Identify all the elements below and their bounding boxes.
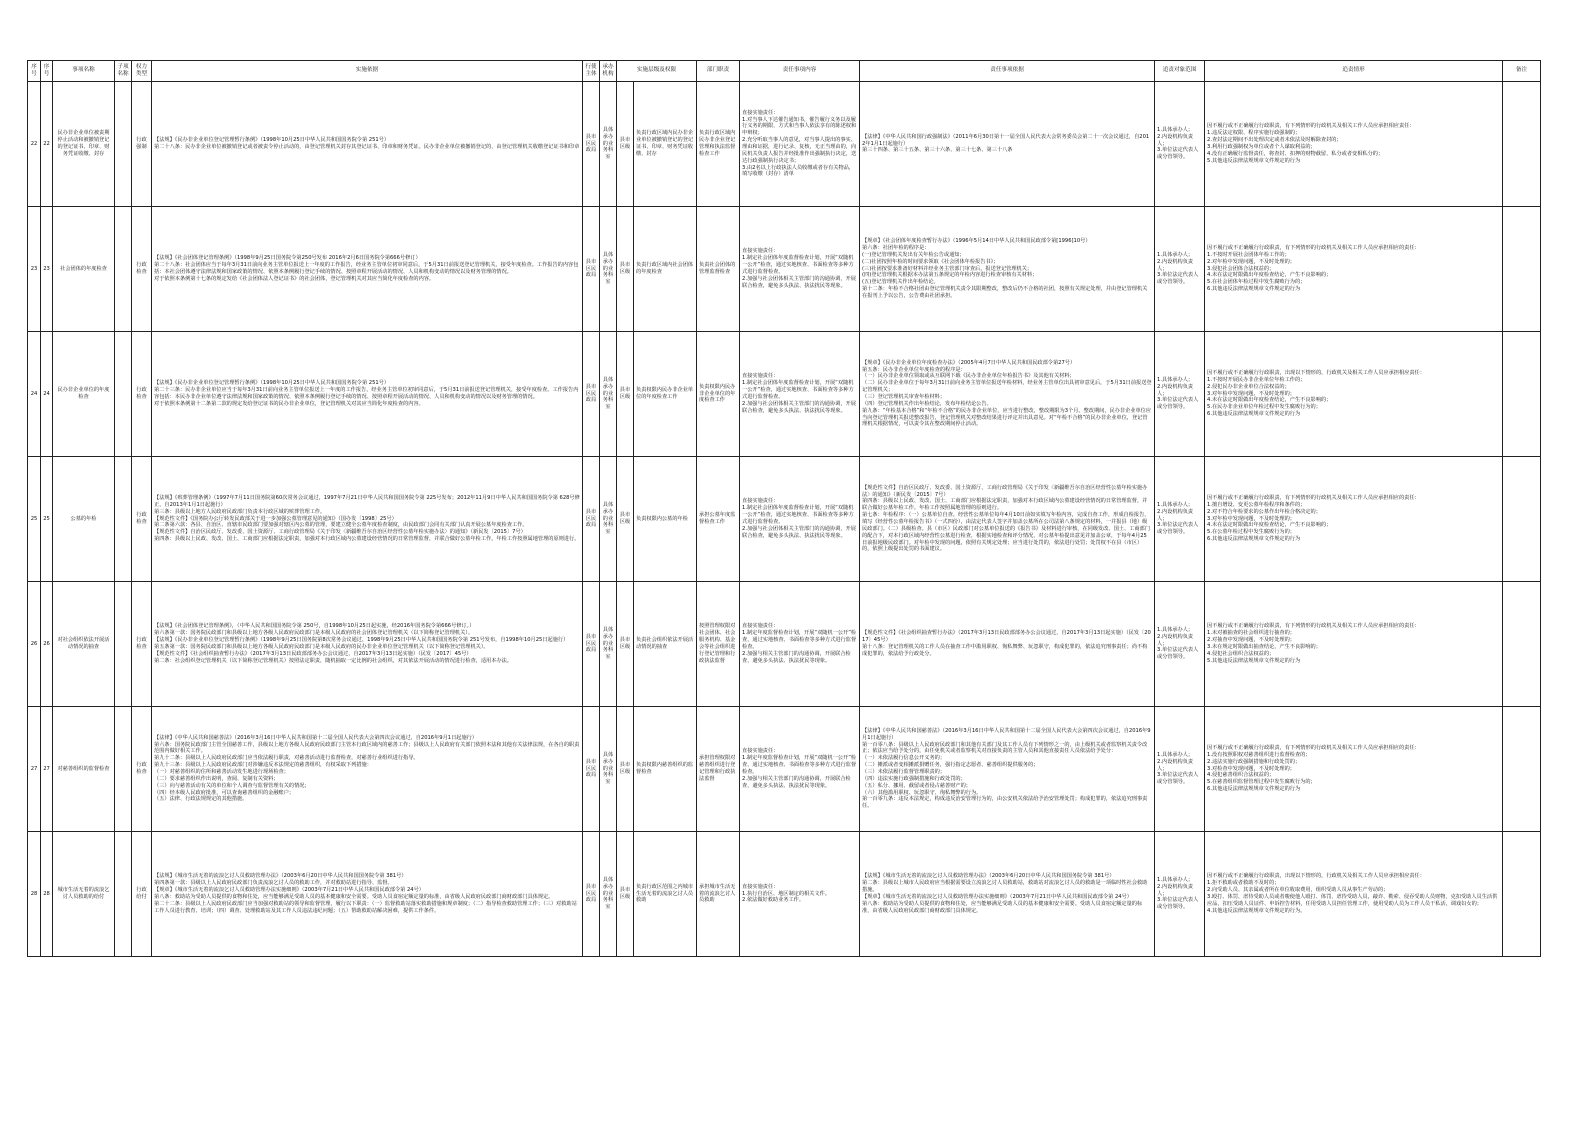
cell-subitem <box>115 82 132 207</box>
cell-no1: 26 <box>28 582 41 707</box>
cell-name: 公墓的年检 <box>53 457 115 582</box>
cell-content: 直接实施责任： 1.执行自治区、地区制定的相关文件。 2.依法做好救助业务工作。 <box>740 832 860 957</box>
cell-note <box>1503 457 1541 582</box>
cell-subject: 县市区民政局 <box>583 207 600 332</box>
cell-org: 具体承办的业务科室 <box>600 82 617 207</box>
cell-target: 1.具体承办人； 2.内设机构负责人； 3.单位法定代表人或分管领导。 <box>1155 707 1205 832</box>
cell-name: 对社会组织依法开展活动情况的抽查 <box>53 582 115 707</box>
cell-case: 因不履行或不正确履行行政职责，有下列情形的行政机关及相关工作人员应承担相应的责任： 1.擅自增设、变更公墓年检程序和条件的； 2.对不符合年检要求的公墓作出年检合格决定的； 3.对年检中发现问题，不及时处理的； 4.未在法定时限做出年度检查结论，产生不良影响的； 5.在公墓年检过程中发生腐败行为的； 6.其他违反法律法规规章文件规定的行为 <box>1205 457 1503 582</box>
cell-authority: 负责权限内民办非企业单位的年度检查工作 <box>634 332 697 457</box>
cell-basis: 【法规】《民办非企业单位登记管理暂行条例》（1998年10月25日中华人民共和国国务院令第 251号） 第二十八条：民办非企业单位被撤销登记或者被责令停止活动的，由登记管理机关封存其登记证书、印章和财务凭证。民办非企业单位被撤销登记的，由登记管理机关收缴登记证书和印章 <box>152 82 583 207</box>
cell-no2: 26 <box>41 582 53 707</box>
cell-resp-basis: 【规范性文件】自治区民政厅、发改委、国土资源厅、工商行政管理局《关于印发〈新疆维吾尔自治区经营性公墓年检实施办法〉的通知》（新民发〔2015〕7号） 第四条：县级以上民政、发改、国土、工商部门应根据法定职责，加强对本行政区域内公墓建设经营情况的日常管理监督，并联合做好公墓年检工作。年检工作按照属地管理的原则进行。 第七条：年检程序：（一）公墓单位自查。经营性公墓单位每年4月10日前如实填写年检内容，完成自查工作，形成自检报告，填写《经营性公墓年检报告书》（一式四份），由法定代表人签字并加盖公墓所在公司法第八条规定的材料，一并报县（地）级民政部门。（二）县级检查。县（市区）民政部门对公墓单位报送的《报告书》及材料进行审核，在同级发改、国土、工商部门的配合下，对本行政区域内经营性公墓进行检查，根据实地检查和评分情况，对公墓年检提出意见并加盖公章，于每年4月25日前报地级民政部门。对年检中发现的问题，依照有关规定处理；应当进行处罚的，依法进行处罚；处罚权不在县（市区）的，依照上级提出处罚的书面建议。 <box>860 457 1155 582</box>
cell-duty: 承担公墓年度监督检查工作 <box>697 457 740 582</box>
cell-authority: 负责权限内公墓的年检 <box>634 457 697 582</box>
header-level: 实施层级及权限 <box>617 61 697 82</box>
cell-name: 民办非企业单位被责期停止活动和被撤销登记的登记证书、印章、财务凭证收缴、封存 <box>53 82 115 207</box>
cell-subitem <box>115 582 132 707</box>
cell-type: 行政检查 <box>132 707 152 832</box>
cell-duty: 承担城市生活无着的流浪乞讨人员救助 <box>697 832 740 957</box>
cell-case: 因不履行或不正确履行行政职责，有下列情形的行政机关及相关工作人员应承担相应的责任： 1.没有按照职权对慈善组织进行监督检查的； 2.违法实施行政强制措施和行政处罚的； 3.对检查中发现问题，不及时处理的； 4.侵犯慈善组织合法权益的； 5.在慈善组织监督管理过程中发生腐败行为的； 6.其他违反法律法规规章文件规定的行为 <box>1205 707 1503 832</box>
cell-case: 因不履行或不正确履行行政职责，出现以下情形的，行政机关及相关工作人员应承担相应责任： 1.不按时开展民办非企业单位年检工作的； 2.侵犯民办非企业单位合法权益的； 3.对年检中发现问题，不及时处理的； 4.未在法定时限做出年度检查结论，产生不良影响的； 5.在民办非企业单位年检过程中发生腐败行为的； 6.其他违反法律法规规章文件规定的行为 <box>1205 332 1503 457</box>
cell-level: 县市区级 <box>617 707 634 832</box>
header-org: 承办机构 <box>600 61 617 82</box>
cell-basis: 【法规】《社会团体登记管理条例》，（中华人民共和国国务院令第 250号，自1998年10月25日起实施，经2016年国务院令第666号修订。） 第六条第一款：国务院民政部门和县级以上地方各级人民政府民政部门是本级人民政府的社会团体登记管理机关（以下简称登记管理机关）。 【法规】《民办非企业单位登记管理暂行条例》（1998年9月25日国务院第8次常务会议通过，1998年9月25日中华人民共和国国务院令第 251号发布，自1998年10月25日起施行） 第五条第一款：国务院民政部门和县级以上地方各级人民政府民政部门是本级人民政府的民办非企业单位登记管理机关（以下简称登记管理机关）。 【规范性文件】《社会组织抽查暂行办法》（2017年3月13日民政部部务办公会议通过，自2017年3月13日起实施）（民发〔2017〕45号） 第二条：社会组织登记管理机关（以下简称登记管理机关）按照法定职责，随机抽取一定比例的社会组织，对其依法开展活动的情况进行检查，适用本办法。 <box>152 582 583 707</box>
table-row <box>28 457 1541 582</box>
cell-note <box>1503 832 1541 957</box>
cell-level: 县市区级 <box>617 207 634 332</box>
cell-type: 行政检查 <box>132 207 152 332</box>
header-subitem: 子项名称 <box>115 61 132 82</box>
cell-org: 具体承办的业务科室 <box>600 707 617 832</box>
cell-note <box>1503 332 1541 457</box>
header-case: 追责情形 <box>1205 61 1503 82</box>
cell-name: 城市生活无着的流浪乞讨人员救助的给付 <box>53 832 115 957</box>
cell-no1: 23 <box>28 207 41 332</box>
cell-type: 行政检查 <box>132 457 152 582</box>
table-row <box>28 82 1541 207</box>
cell-resp-basis: 【法律】《中华人民共和国行政强制法》（2011年6月30日第十一届全国人民代表大会常务委员会第二十一次会议通过，自2012年1月1日起施行） 第三十四条、第三十五条、第三十六条、第三十七条、第三十八条 <box>860 82 1155 207</box>
table-row <box>28 332 1541 457</box>
cell-subitem <box>115 207 132 332</box>
cell-basis: 【法律】《中华人民共和国慈善法》（2016年3月16日中华人民共和国第十二届全国人民代表大会第四次会议通过，自2016年9月1日起施行） 第六条：国务院民政部门主管全国慈善工作，县级以上地方各级人民政府民政部门主管本行政区域内的慈善工作；县级以上人民政府有关部门依照本法和其他有关法律法规，在各自的职责范围内做好相关工作。 第九十二条：县级以上人民政府民政部门应当依法履行职责，对慈善活动进行监督检查，对慈善行业组织进行指导。 第九十三条：县级以上人民政府民政部门对涉嫌违反本法规定的慈善组织，有权采取下列措施： （一）对慈善组织的住所和慈善活动发生地进行现场检查； （二）要求慈善组织作出说明，查阅、复制有关资料； （三）向与慈善活动有关的单位和个人调查与监督管理有关的情况； （四）经本级人民政府批准，可以查询慈善组织的金融账户； （五）法律、行政法规规定的其他措施。 <box>152 707 583 832</box>
table-row <box>28 707 1541 832</box>
cell-target: 1.具体承办人； 2.内设机构负责人； 3.单位法定代表人或分管领导。 <box>1155 82 1205 207</box>
cell-type: 行政检查 <box>132 582 152 707</box>
cell-subject: 县市区民政局 <box>583 707 600 832</box>
cell-subitem <box>115 457 132 582</box>
cell-subitem <box>115 332 132 457</box>
cell-no1: 25 <box>28 457 41 582</box>
cell-target: 1.具体承办人； 2.内设机构负责人； 3.单位法定代表人或分管领导。 <box>1155 582 1205 707</box>
cell-content: 直接实施责任： 1.制定社会团体年度监督检查计划，开展“双随机一公开”检查，通过实地核查、书面检查等多种方式进行监督检查。 2.加强与社会团体相关主管部门的沟通协调，开展联合检查，避免多头执法、执法扰民等现象。 <box>740 332 860 457</box>
cell-no2: 23 <box>41 207 53 332</box>
header-no1: 序号 <box>28 61 41 82</box>
cell-target: 1.具体承办人； 2.内设机构负责人； 3.单位法定代表人或分管领导。 <box>1155 332 1205 457</box>
cell-name: 民办非企业单位的年度检查 <box>53 332 115 457</box>
cell-no2: 27 <box>41 707 53 832</box>
cell-no1: 24 <box>28 332 41 457</box>
cell-subject: 县市区民政局 <box>583 82 600 207</box>
cell-no2: 28 <box>41 832 53 957</box>
cell-duty: 承担管理权限对慈善组织进行登记管理和行政执法监督 <box>697 707 740 832</box>
cell-target: 1.具体承办人； 2.内设机构负责人； 3.单位法定代表人或分管领导。 <box>1155 457 1205 582</box>
cell-no2: 24 <box>41 332 53 457</box>
cell-note <box>1503 207 1541 332</box>
cell-subject: 县市区民政局 <box>583 332 600 457</box>
responsibility-table <box>27 60 1541 957</box>
cell-no2: 25 <box>41 457 53 582</box>
header-target: 追责对象范围 <box>1155 61 1205 82</box>
header-subject: 行使主体 <box>583 61 600 82</box>
cell-type: 行政检查 <box>132 332 152 457</box>
cell-authority: 负责社会组织依法开展活动情况的抽查 <box>634 582 697 707</box>
cell-authority: 负责行政区域内民办非企业单位被撤销登记的登记证书、印章、财务凭证收缴、封存 <box>634 82 697 207</box>
header-note: 备注 <box>1503 61 1541 82</box>
cell-case: 因不履行或不正确履行行政职责，有下列情形的行政机关及相关工作人员应承担相应的责任： 1.不按时开展社会团体年检工作的； 2.对年检中发现问题，不及时处理的； 3.侵犯社会团体合法权益的； 4.未在法定时限做出年度检查结论，产生不良影响的； 5.在社会团体年检过程中发生腐败行为的； 6.其他违反法律法规规章文件规定的行为 <box>1205 207 1503 332</box>
cell-subject: 县市区民政局 <box>583 832 600 957</box>
cell-resp-basis: 【规范性文件】《社会组织抽查暂行办法》（2017年3月13日民政部部务办公会议通过，自2017年3月13日起实施）（民发〔2017〕45号） 第十八条：登记管理机关的工作人员在抽查工作中滥用职权、徇私舞弊、玩忽职守，构成犯罪的，依法追究刑事责任；尚不构成犯罪的，依法给予行政处分。 <box>860 582 1155 707</box>
cell-org: 具体承办的业务科室 <box>600 582 617 707</box>
header-duty: 部门职责 <box>697 61 740 82</box>
header-no2: 序号 <box>41 61 53 82</box>
table-row <box>28 582 1541 707</box>
cell-content: 直接实施责任： 1.制定年度监督检查计划，开展“双随机一公开”检查，通过实地核查、书面检查等多种方式进行监督检查。 2.加强与相关主管部门的沟通协调，开展联合检查，避免多头执法、执法扰民等现象。 <box>740 582 860 707</box>
cell-resp-basis: 【规章】《社会团体年度检查暂行办法》（1996年5月14日中华人民共和国民政部令第[1996]10号） 第六条：社团年检的程序是： (一)登记管理机关发出有关年检公告或通知； (二)社团按照年检的时间要求领取《社会团体年检报告书》； (三)社团按要求准备好材料并经业务主管部门审查后，报送登记管理机关； (四)登记管理机关根据本办法第五条规定的年检内容进行检查审核有关材料； (五)登记管理机关作出年检结论。 第十二条：年检不合格社团由登记管理机关责令其限期整改，整改后仍不合格的社团，按照有关规定处理，并由登记管理机关在报刊上予以公告，公告费由社团承担。 <box>860 207 1155 332</box>
cell-note <box>1503 82 1541 207</box>
cell-name: 社会团体的年度检查 <box>53 207 115 332</box>
cell-no1: 28 <box>28 832 41 957</box>
cell-authority: 负责行政区域内社会团体的年度检查 <box>634 207 697 332</box>
page <box>27 60 1540 957</box>
header-basis: 实施依据 <box>152 61 583 82</box>
cell-org: 具体承办的业务科室 <box>600 332 617 457</box>
cell-subitem <box>115 832 132 957</box>
table-row <box>28 832 1541 957</box>
header-name: 事项名称 <box>53 61 115 82</box>
cell-level: 县市区级 <box>617 332 634 457</box>
cell-resp-basis: 【法律】《中华人民共和国慈善法》（2016年3月16日中华人民共和国第十二届全国人民代表大会第四次会议通过，自2016年9月1日起施行） 第一百零八条：县级以上人民政府民政部门和其他有关部门及其工作人员有下列情形之一的，由上级机关或者监察机关责令改正；依法应当给予处分的，由任免机关或者监察机关对直接负责的主管人员和其他直接责任人员依法给予处分： （一）未依法履行信息公开义务的； （二）摊派或者变相摊派捐赠任务，强行指定志愿者、慈善组织提供服务的； （三）未依法履行监督管理职责的； （四）违法实施行政强制措施和行政处罚的； （五）私分、挪用、截留或者侵占慈善财产的； （六）其他滥用职权、玩忽职守、徇私舞弊的行为。 第一百零九条：违反本法规定，构成违反治安管理行为的，由公安机关依法给予治安管理处罚；构成犯罪的，依法追究刑事责任。 <box>860 707 1155 832</box>
cell-duty: 负责社会团体的管理监督检查 <box>697 207 740 332</box>
cell-org: 具体承办的业务科室 <box>600 457 617 582</box>
cell-resp-basis: 【法规】《城市生活无着的流浪乞讨人员救助管理办法》（2003年6月20日中华人民共和国国务院令第 381号） 第二条：县级以上城市人民政府应当根据需要设立流浪乞讨人员救助站，救助站对流浪乞讨人员的救助是一项临时性社会救助措施。 【规章】《城市生活无着的流浪乞讨人员救助管理办法实施细则》（2003年7月21日中华人民共和国民政部令第 24号） 第八条：救助站为受助人员提供的食物和住处，应当能够满足受助人员的基本健康和安全需要。受助人员食宿定额定量的标准，由省级人民政府民政部门商财政部门具体规定。 <box>860 832 1155 957</box>
cell-note <box>1503 582 1541 707</box>
cell-content: 直接实施责任： 1.制定社会团体年度监督检查计划，开展“双随机一公开”检查，通过实地核查、书面检查等多种方式进行监督检查。 2.加强与社会团体相关主管部门的沟通协调，开展联合检查，避免多头执法、执法扰民等现象。 <box>740 207 860 332</box>
table-row <box>28 207 1541 332</box>
cell-subject: 县市区民政局 <box>583 582 600 707</box>
cell-subitem <box>115 707 132 832</box>
cell-type: 行政给付 <box>132 832 152 957</box>
cell-basis: 【法规】《殡葬管理条例》（1997年7月11日国务院第60次常务会议通过，1997年7月21日中华人民共和国国务院令第 225号发布；2012年11月9日中华人民共和国国务院令第 628号修正，自2013年1月1日起施行） 第三条：县级以上地方人民政府民政部门负责本行政区域的殡葬管理工作。 【规范性文件】《国务院办公厅转发民政部关于进一步加强公墓管理意见的通知》（国办发〔1998〕25号） 第二条第六款：各县、自治区、直辖市民政部门要加强对辖区内公墓的管理，要建立健全公墓年度检查制度，由民政部门会同有关部门认真开展公墓年度检查工作。 【规范性文件】自治区民政厅、发改委、国土资源厅、工商行政管理局《关于印发〈新疆维吾尔自治区经营性公墓年检实施办法〉的通知》（新民发〔2015〕7号） 第四条：县级以上民政、发改、国土、工商部门应根据法定职责，加强对本行政区域内公墓建设经营情况的日常管理监督，并联合做好公墓年检工作。年检工作按照属地管理的原则进行。 <box>152 457 583 582</box>
cell-basis: 【法规】《社会团体登记管理条例》（1998年9月25日国务院令第250号发布 2016年2月6日国务院令第666号修订） 第二十八条：社会团体应当于每年3月31日前向业务主管单位报送上一年度的工作报告，经业务主管单位初审同意后，于5月31日前报送登记管理机关，接受年度检查。工作报告的内容包括：本社会团体遵守法律法规和国家政策的情况、依照本条例履行登记手续的情况、按照章程开展活动的情况、人员和机构变动的情况以及财务管理的情况。 对于依照本条例第十七条的规定发给《社会团体法人登记证书》的社会团体，登记管理机关对其应当简化年度检查的内容。 <box>152 207 583 332</box>
cell-name: 对慈善组织的监督检查 <box>53 707 115 832</box>
cell-subject: 县市区民政局 <box>583 457 600 582</box>
cell-content: 直接实施责任： 1.制定年度监督检查计划，开展“双随机一公开”检查，通过实地核查、书面检查等多种方式进行监督检查。 2.加强与相关主管部门的沟通协调，开展联合检查，避免多头执法、执法扰民等现象。 <box>740 707 860 832</box>
cell-no1: 22 <box>28 82 41 207</box>
cell-no2: 22 <box>41 82 53 207</box>
cell-duty: 负责行政区域内民办非企业登记管理和执法监督检查工作 <box>697 82 740 207</box>
cell-org: 具体承办的业务科室 <box>600 207 617 332</box>
cell-level: 县市区级 <box>617 582 634 707</box>
header-content: 责任事项内容 <box>740 61 860 82</box>
cell-content: 直接实施责任： 1.对当事人下达催告通知书，催告履行义务以及履行义务的期限、方式和当事人依法享有的陈述权和申辩权； 2.充分听取当事人的意见，对当事人提出的事实、理由和证据，进行记录、复核，无正当理由的，向民机关负责人报告并经批准作出强制执行决定，送达行政强制执行决定书； 3.由2名以上行政执法人员收缴或者存有关物品，填写收缴（封存）清单 <box>740 82 860 207</box>
cell-authority: 负责权限内慈善组织的监督检查 <box>634 707 697 832</box>
header-resp-basis: 责任事项依据 <box>860 61 1155 82</box>
cell-org: 具体承办的业务科室 <box>600 832 617 957</box>
header-row <box>28 61 1541 82</box>
header-type: 权力类型 <box>132 61 152 82</box>
cell-basis: 【法规】《民办非企业单位登记管理暂行条例》（1998年10月25日中华人民共和国国务院令第 251号） 第二十三条：民办非企业单位应当于每年3月31日前向业务主管单位报送上一年度的工作报告，经业务主管单位初审同意后，于5月31日前报送登记管理机关，接受年度检查。工作报告内容包括：本民办非企业单位遵守法律法规和国家政策的情况、依照本条例履行登记手续的情况、按照章程开展活动的情况、人员和机构变动的情况以及财务管理的情况。 对于依照本条例第十二条第二款的规定发给登记证书的民办非企业单位，登记管理机关对其应当简化年度检查的内容。 <box>152 332 583 457</box>
cell-level: 县市区级 <box>617 832 634 957</box>
cell-target: 1.具体承办人； 2.内设机构负责人； 3.单位法定代表人或分管领导。 <box>1155 832 1205 957</box>
cell-level: 县市区级 <box>617 457 634 582</box>
cell-case: 因不履行或不正确履行行政职责，出现以下情形的，行政机关及相关工作人员应承担相应责任： 1.拒不救助或者救助不及时的； 2.向受助人员、其亲属或者所在单位收取费用，组织受助人员从事生产劳动的； 3.殴打、体罚、虐待受助人员或者唆使他人殴打、体罚、虐待受助人员，敲诈、勒索、侵吞受助人员财物，克扣受助人员生活供应品，扣压受助人员证件、申诉控告材料，任用受助人员担任管理工作，使用受助人员为工作人员干私活，调戏妇女的； 4.其他违反法律法规规章文件规定的行为。 <box>1205 832 1503 957</box>
cell-case: 因不履行或不正确履行行政职责，有下列情形的行政机关及相关工作人员应承担相应的责任： 1.未对被抽查的社会组织进行抽查的； 2.对抽查中发现问题，不及时处理的； 3.未在规定时限做出抽查结论，产生不良影响的； 4.侵犯社会组织合法权益的； 5.其他违反法律法规规章文件规定的行为 <box>1205 582 1503 707</box>
cell-resp-basis: 【规章】《民办非企业单位年度检查办法》（2005年4月7日中华人民共和国民政部令第27号） 第五条：民办非企业单位年度检查的程序是： （一）民办非企业单位领取或从互联网下载《民办非企业单位年检报告书》及其他有关材料； （二）民办非企业单位于每年3月31日前向业务主管单位报送年检材料，经业务主管单位出具初审意见后，于5月31日前报送登记管理机关； （三）登记管理机关审查年检材料； （四）登记管理机关作出年检结论，发布年检结论公告。 第九条：“年检基本合格”和“年检不合格”的民办非企业单位，应当进行整改，整改期限为3个月。整改期间，民办非企业单位应当向登记管理机关报送整改报告，登记管理机关对整改结果进行评定并出具意见。对“年检不合格”的民办非企业单位，登记管理机关根据情况，可以责令其在整改期间停止活动。 <box>860 332 1155 457</box>
cell-note <box>1503 707 1541 832</box>
cell-authority: 负责行政区范围之内城市生活无着的流浪乞讨人员救助 <box>634 832 697 957</box>
cell-case: 因不履行或不正确履行行政职责，有下列情形的行政机关及相关工作人员应承担相应责任： 1.违反法定权限、程序实施行政强制的； 2.查封法定期间不出处理决定或者未依法及时解除查封的； 3.利用行政强制权为单位或者个人谋取利益的； 4.没有正确履行监督责任，将查封、扣押的财物截留、私分或者变相私分的； 5.其他违反法律法规规章文件规定的行为 <box>1205 82 1503 207</box>
cell-content: 直接实施责任： 1.制定社会团体年度监督检查计划，开展“双随机一公开”检查，通过实地核查、书面检查等多种方式进行监督检查。 2.加强与社会团体相关主管部门的沟通协调，开展联合检查，避免多头执法、执法扰民等现象。 <box>740 457 860 582</box>
cell-type: 行政强制 <box>132 82 152 207</box>
cell-target: 1.具体承办人； 2.内设机构负责人； 3.单位法定代表人或分管领导。 <box>1155 207 1205 332</box>
cell-basis: 【法规】《城市生活无着的流浪乞讨人员救助管理办法》（2003年6月20日中华人民共和国国务院令第 381号） 第四条第一款：县级以上人民政府民政部门负责流浪乞讨人员的救助工作，并对救助站进行指导、监督。 【规章】《城市生活无着的流浪乞讨人员救助管理办法实施细则》（2003年7月21日中华人民共和国民政部令第 24号） 第八条：救助站为受助人员提供的食物和住处，应当能够满足受助人员的基本健康和安全需要。受助人员食宿定额定量的标准，由省级人民政府民政部门商财政部门具体规定。 第二十二条：县级以上人民政府民政部门应当加强对救助站的领导和监督管理，履行以下职责：（一）监督救助站落实救助措施和规章制度；（二）指导检查救助管理工作；（三）对救助站工作人员进行教育、培训；（四）调查、处理救助站及其工作人员违法违纪问题；（五）帮助救助站解决困难，提供工作条件。 <box>152 832 583 957</box>
cell-no1: 27 <box>28 707 41 832</box>
cell-level: 县市区级 <box>617 82 634 207</box>
cell-duty: 按照管理权限对社会团体、社会服务机构、基金会等社会组织进行登记管理和行政执法监督 <box>697 582 740 707</box>
cell-duty: 负责权限内民办非企业单位的年度检查工作 <box>697 332 740 457</box>
